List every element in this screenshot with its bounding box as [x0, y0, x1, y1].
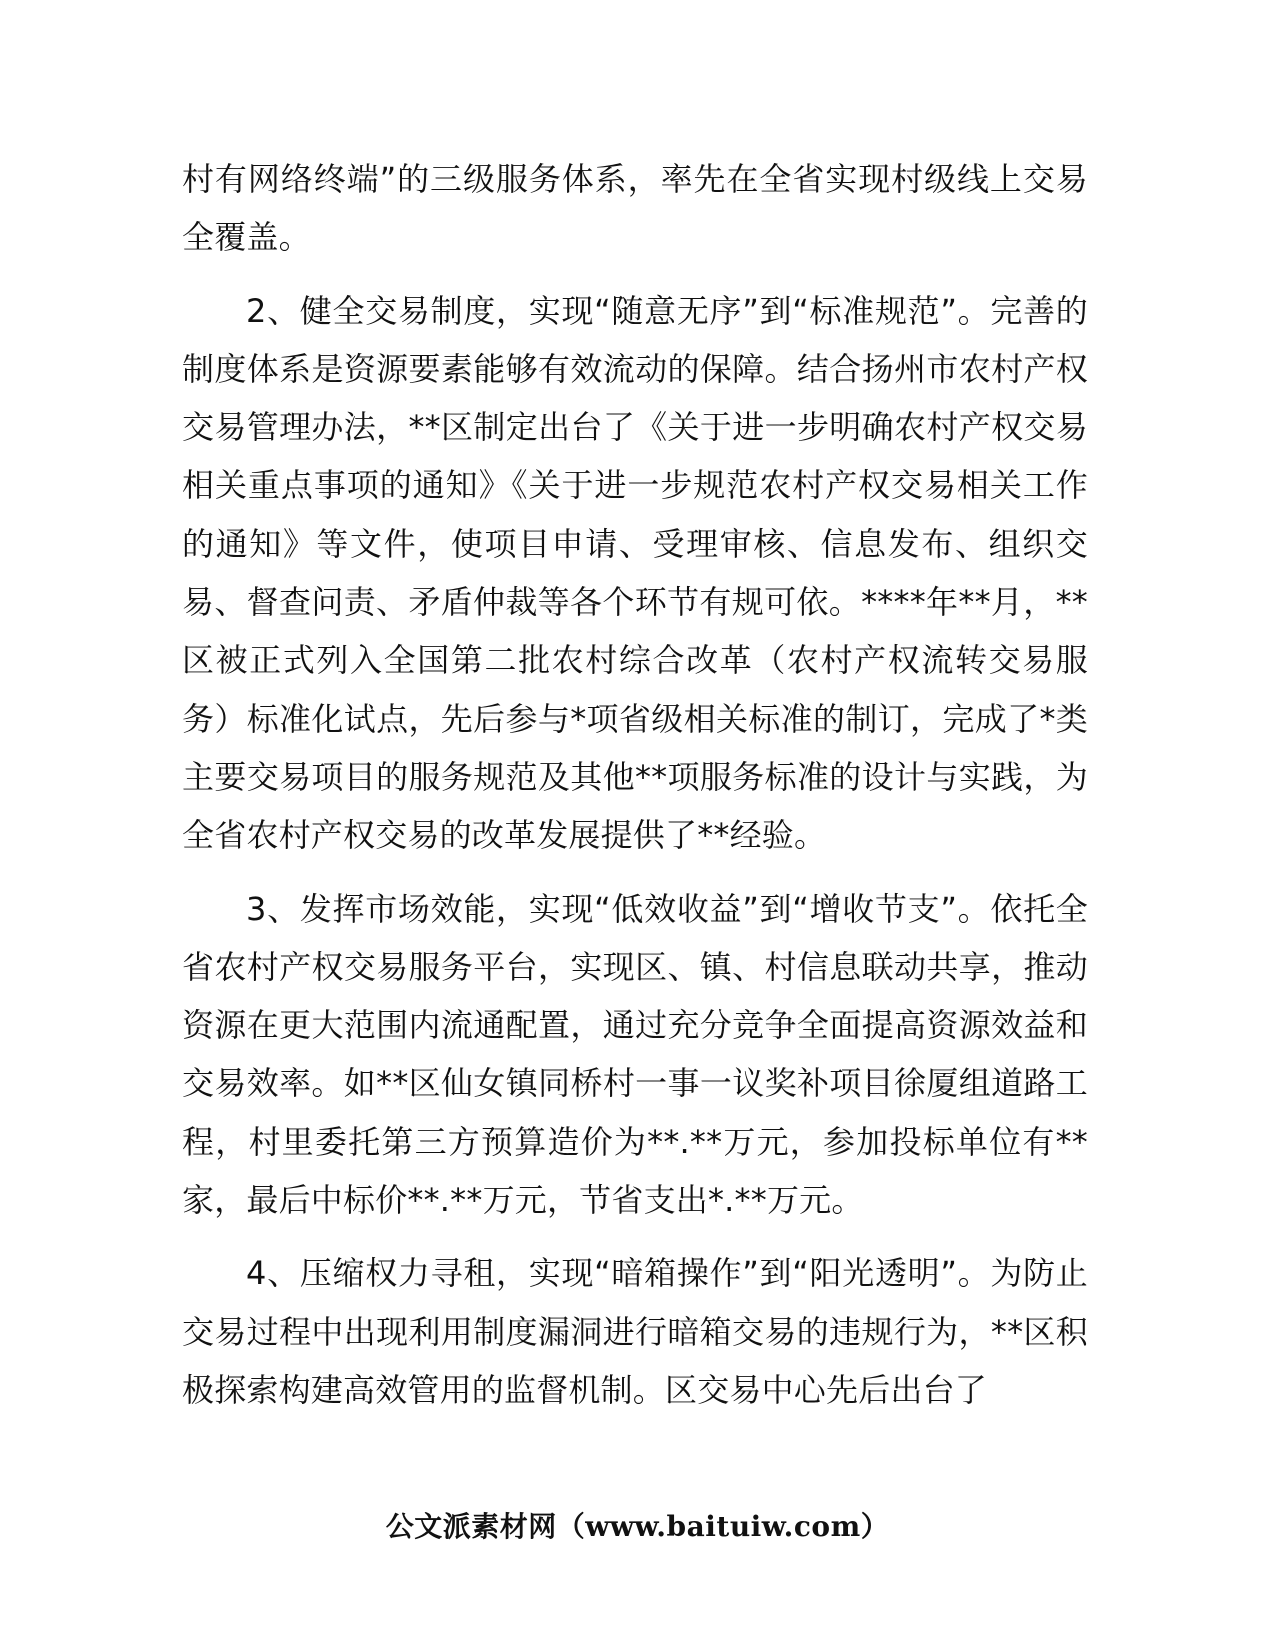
document-body	[182, 150, 1088, 1419]
paragraph-4-transparency: 4、压缩权力寻租，实现“暗箱操作”到“阳光透明”。为防止交易过程中出现利用制度漏洞进行暗箱交易的违规行为，**区积极探索构建高效管用的监督机制。区交易中心先后出台了	[182, 1254, 1088, 1409]
paragraph-continuation: 村有网络终端”的三级服务体系，率先在全省实现村级线上交易全覆盖。	[182, 160, 1088, 257]
paragraph-2-trading-system: 2、健全交易制度，实现“随意无序”到“标准规范”。完善的制度体系是资源要素能够有效流动的保障。结合扬州市农村产权交易管理办法，**区制定出台了《关于进一步明确农村产权交易相关重点事项的通知》《关于进一步规范农村产权交易相关工作的通知》等文件，使项目申请、受理审核、信息发布、组织交易、督查问责、矛盾仲裁等各个环节有规可依。****年**月，**区被正式列入全国第二批农村综合改革（农村产权流转交易服务）标准化试点，先后参与*项省级相关标准的制订，完成了*类主要交易项目的服务规范及其他**项服务标准的设计与实践，为全省农村产权交易的改革发展提供了**经验。	[182, 291, 1088, 855]
paragraph-3-market-efficiency: 3、发挥市场效能，实现“低效收益”到“增收节支”。依托全省农村产权交易服务平台，实现区、镇、村信息联动共享，推动资源在更大范围内流通配置，通过充分竞争全面提高资源效益和交易效率。如**区仙女镇同桥村一事一议奖补项目徐厦组道路工程，村里委托第三方预算造价为**.**万元，参加投标单位有**家，最后中标价**.**万元，节省支出*.**万元。	[182, 889, 1088, 1220]
footer-watermark: 公文派素材网（www.baituiw.com）	[385, 1510, 890, 1543]
